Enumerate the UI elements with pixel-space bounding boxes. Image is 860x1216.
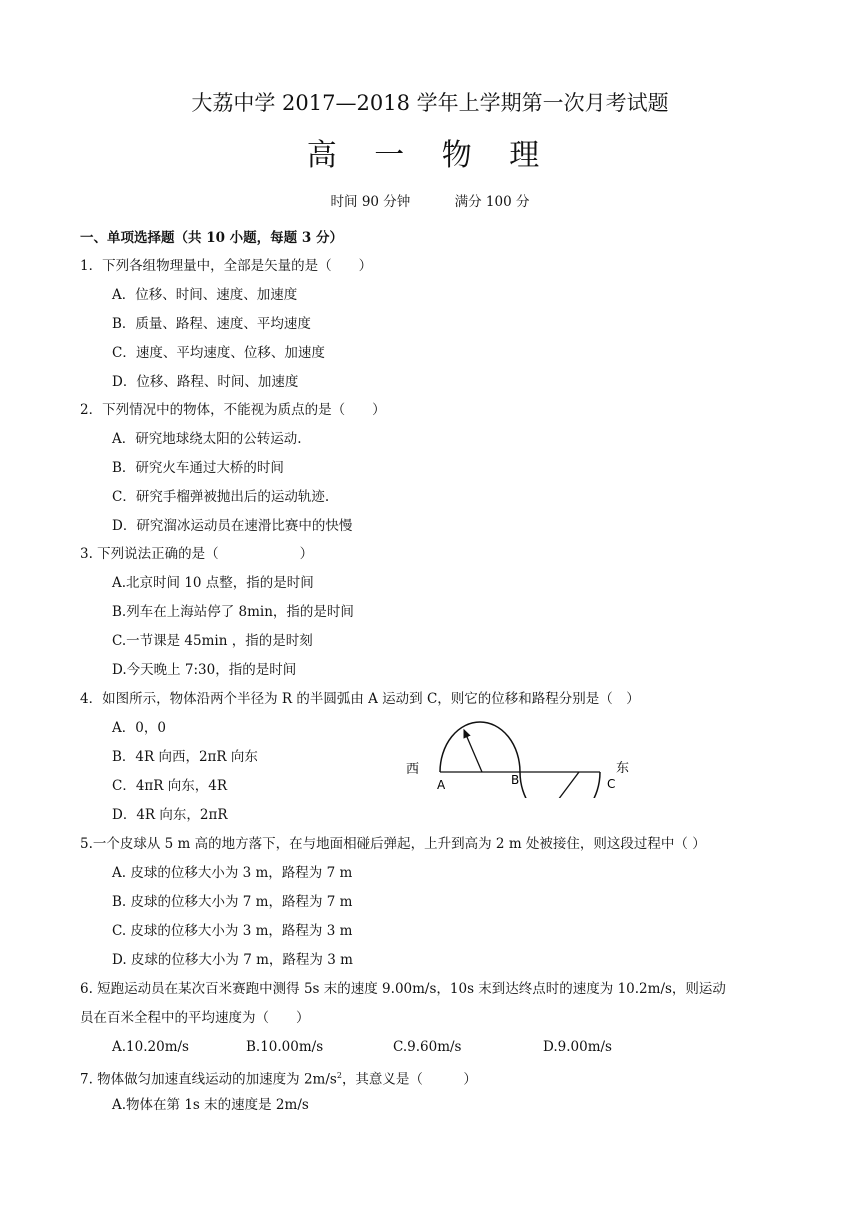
label-east: 东 — [616, 761, 630, 776]
question-2-option-b: B．研究火车通过大桥的时间 — [112, 460, 284, 476]
semicircle-path-diagram — [404, 716, 644, 798]
question-5-stem: 5.一个皮球从 5 m 高的地方落下，在与地面相碰后弹起，上升到高为 2 m 处被接住，则这段过程中（ ） — [80, 836, 706, 852]
question-6-option-d: D.9.00m/s — [543, 1039, 612, 1055]
question-6-option-b: B.10.00m/s — [246, 1039, 324, 1055]
question-2-option-d: D．研究溜冰运动员在速滑比赛中的快慢 — [112, 518, 353, 534]
exam-meta — [0, 190, 860, 210]
question-7-stem-text: 7. 物体做匀加速直线运动的加速度为 2m/s — [80, 1071, 337, 1088]
label-b: B — [511, 773, 520, 787]
subject-title: 高 一 物 理 — [306, 138, 554, 173]
arc-upper — [440, 722, 520, 772]
question-2-option-a: A．研究地球绕太阳的公转运动. — [112, 431, 302, 447]
exam-title: 大荔中学 2017—2018 学年上学期第一次月考试题 — [191, 91, 669, 115]
question-4-option-c: C．4πR 向东，4R — [112, 778, 228, 794]
question-1-option-d: D．位移、路程、时间、加速度 — [112, 374, 299, 390]
question-7-stem — [80, 1068, 477, 1088]
question-5-option-b: B. 皮球的位移大小为 7 m，路程为 7 m — [112, 894, 353, 910]
question-7-option-a: A.物体在第 1s 末的速度是 2m/s — [112, 1097, 309, 1113]
label-c: C — [607, 777, 616, 791]
question-2-option-c: C．研究手榴弹被抛出后的运动轨迹. — [112, 489, 330, 505]
question-6-stem-line-2: 员在百米全程中的平均速度为（ ） — [80, 1010, 310, 1026]
question-7-stem-tail: ，其意义是（ ） — [341, 1071, 477, 1088]
label-west: 西 — [406, 762, 420, 777]
question-3-option-b: B.列车在上海站停了 8min，指的是时间 — [112, 604, 354, 620]
time-limit: 时间 90 分钟 — [330, 194, 411, 210]
arc-lower — [520, 772, 600, 798]
question-5-option-c: C. 皮球的位移大小为 3 m，路程为 3 m — [112, 923, 353, 939]
question-1-option-b: B．质量、路程、速度、平均速度 — [112, 316, 311, 332]
question-3-option-d: D.今天晚上 7:30，指的是时间 — [112, 662, 297, 678]
radius-arrow-lower — [552, 772, 579, 798]
total-score: 满分 100 分 — [454, 194, 530, 210]
question-4-stem: 4．如图所示，物体沿两个半径为 R 的半圆弧由 A 运动到 C，则它的位移和路程分别是（ ） — [80, 691, 640, 707]
radius-arrow-upper — [464, 730, 482, 772]
question-4-option-b: B．4R 向西，2πR 向东 — [112, 749, 258, 765]
section-heading: 一、单项选择题（共 10 小题，每题 3 分） — [80, 230, 343, 246]
question-3-option-c: C.一节课是 45min ，指的是时刻 — [112, 633, 313, 649]
question-5-option-a: A. 皮球的位移大小为 3 m，路程为 7 m — [112, 865, 353, 881]
question-1-option-a: A．位移、时间、速度、加速度 — [112, 287, 298, 303]
question-4-option-d: D．4R 向东，2πR — [112, 807, 228, 823]
question-7-exponent: 2 — [336, 1071, 342, 1080]
question-1-stem: 1．下列各组物理量中，全部是矢量的是（ ） — [80, 258, 373, 274]
question-1-option-c: C．速度、平均速度、位移、加速度 — [112, 345, 325, 361]
question-4-option-a: A．0，0 — [112, 720, 166, 736]
question-6-stem-line-1: 6. 短跑运动员在某次百米赛跑中测得 5s 末的速度 9.00m/s，10s 末到达终点时的速度为 10.2m/s，则运动 — [80, 981, 726, 997]
question-5-option-d: D. 皮球的位移大小为 7 m，路程为 3 m — [112, 952, 353, 968]
question-6-option-a: A.10.20m/s — [112, 1039, 189, 1055]
question-3-stem: 3. 下列说法正确的是（ ） — [80, 546, 314, 562]
label-a: A — [437, 778, 446, 792]
question-6-option-c: C.9.60m/s — [393, 1039, 462, 1055]
question-2-stem: 2．下列情况中的物体，不能视为质点的是（ ） — [80, 402, 386, 418]
question-3-option-a: A.北京时间 10 点整，指的是时间 — [112, 575, 314, 591]
